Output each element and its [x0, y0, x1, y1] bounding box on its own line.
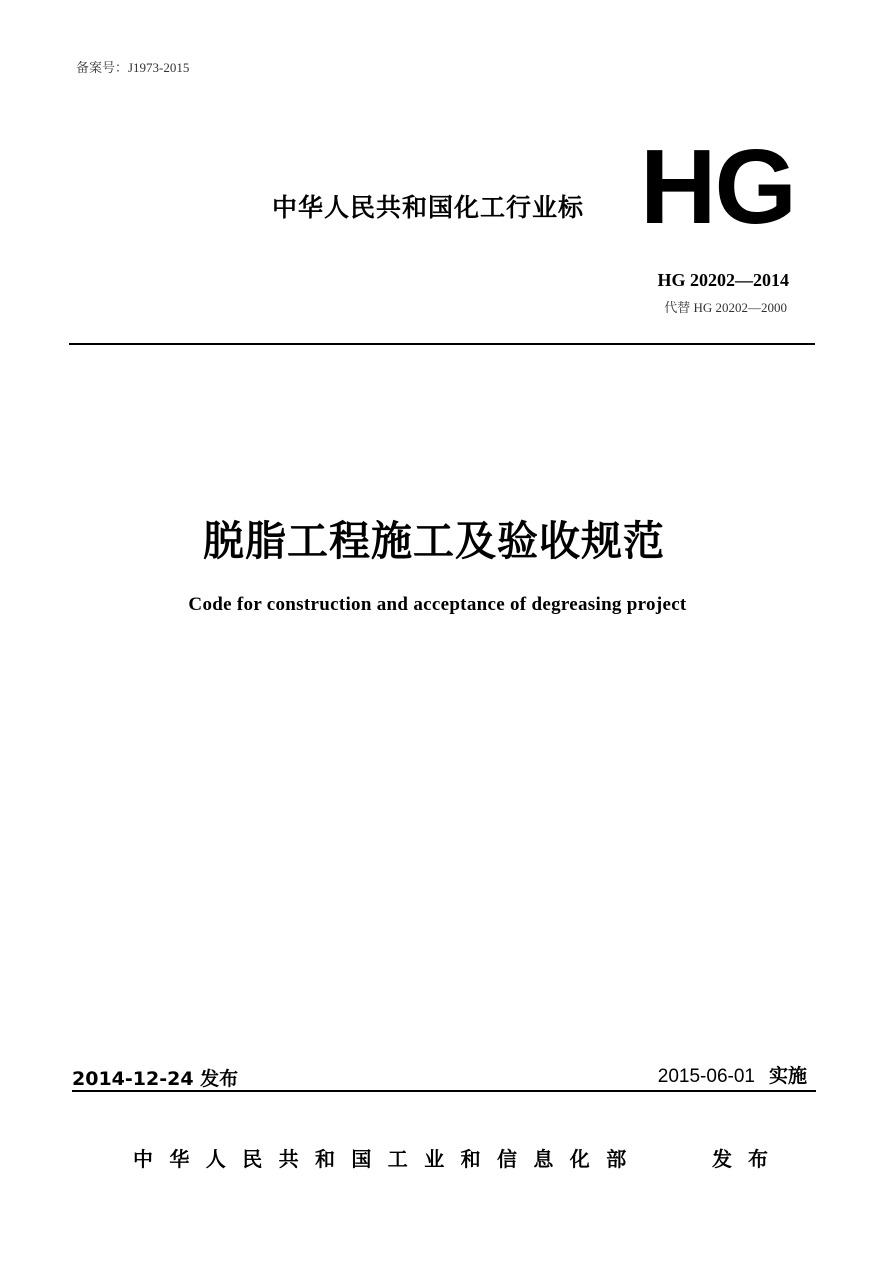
filing-number: 备案号：J1973-2015 [76, 60, 190, 75]
document-title-chinese: 脱脂工程施工及验收规范 [203, 517, 665, 565]
industry-standard-label: 中华人民共和国化工行业标 [272, 193, 585, 222]
publish-label: 发布 [712, 1147, 784, 1171]
implementation-label: 实施 [768, 1065, 807, 1087]
hg-logo: HG [640, 128, 795, 246]
bottom-divider [72, 1090, 816, 1092]
implementation-date-line [658, 1061, 807, 1088]
document-title-english: Code for construction and acceptance of degreasing project [188, 594, 687, 615]
issue-date: 2014-12-24 发布 [72, 1068, 239, 1090]
top-divider [69, 343, 815, 345]
implementation-date: 2015-06-01 [657, 1066, 755, 1087]
replaces-standard: 代替 HG 20202—2000 [664, 300, 787, 315]
standard-number: HG 20202—2014 [657, 270, 789, 290]
publisher-name: 中华人民共和国工业和信息化部 [133, 1147, 643, 1171]
